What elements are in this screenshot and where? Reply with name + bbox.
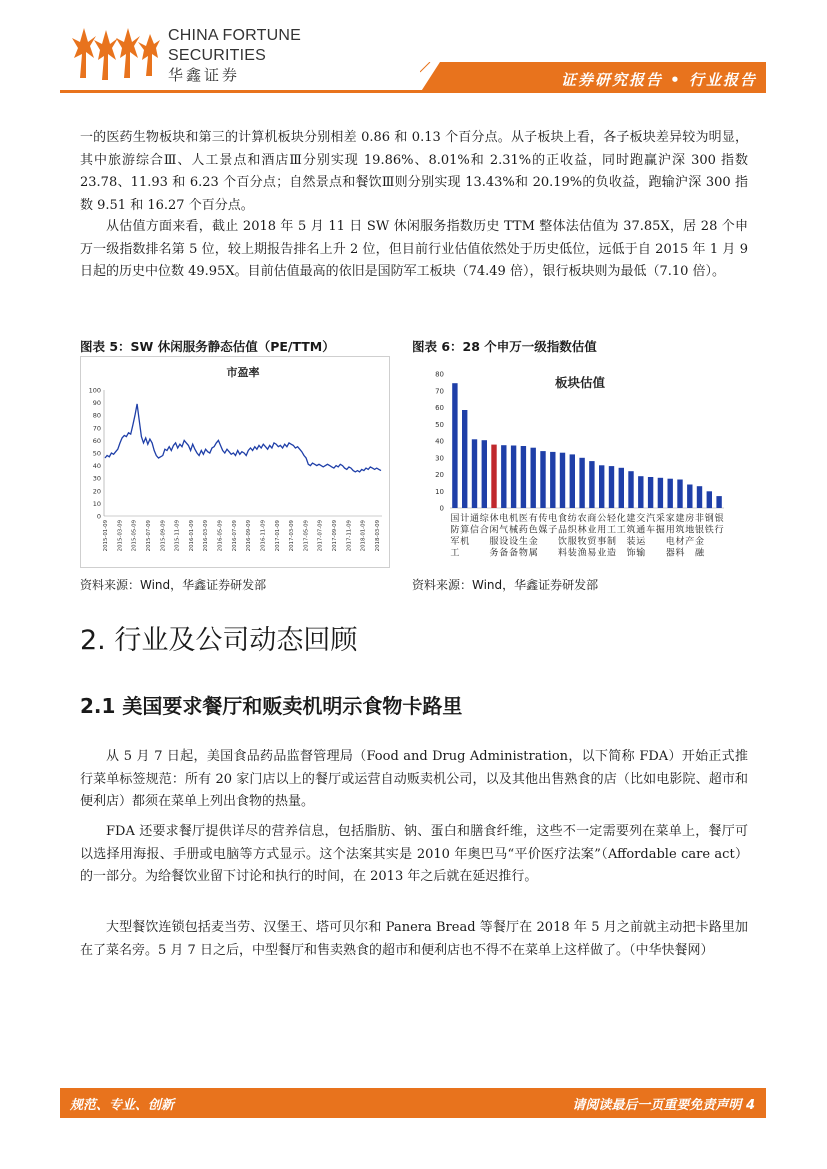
x-tick-label-11: 2016-11-09: [260, 520, 267, 552]
sector-valuation-bar-chart: [412, 362, 732, 562]
bar-category-label-23: 建筑材料: [675, 514, 685, 559]
bar-26: [707, 491, 712, 508]
bar-0: [452, 383, 457, 508]
bar-category-label-17: 化工: [616, 514, 626, 536]
bar-category-label-22: 家用电器: [665, 514, 675, 559]
x-tick-label-18: 2018-01-09: [360, 520, 367, 552]
y-tick-label-6: 60: [92, 436, 101, 445]
y-tick-label-1: 10: [92, 499, 101, 508]
bar-category-label-7: 医药生物: [518, 514, 528, 559]
x-tick-label-12: 2017-01-09: [274, 520, 281, 552]
bar-15: [599, 465, 604, 508]
bar-14: [589, 461, 594, 508]
bar-4: [491, 445, 496, 508]
pe-line-chart: [80, 356, 390, 568]
x-tick-label-17: 2017-11-09: [346, 520, 353, 552]
bar-16: [609, 466, 614, 508]
y-tick-label-2: 20: [92, 487, 101, 496]
bar-category-label-21: 采掘: [655, 514, 665, 536]
bar-y-tick-label-3: 30: [435, 454, 444, 463]
subsection-heading: 2.1 美国要求餐厅和贩卖机明示食物卡路里: [80, 694, 463, 718]
x-tick-label-19: 2018-03-09: [375, 520, 381, 552]
bar-category-label-6: 机械设备: [509, 514, 519, 559]
bar-category-label-16: 轻工制造: [606, 514, 617, 559]
x-tick-label-16: 2017-09-09: [332, 520, 339, 552]
x-tick-label-4: 2015-09-09: [160, 520, 167, 552]
bar-9: [540, 451, 545, 508]
bar-25: [697, 486, 702, 508]
bar-24: [687, 485, 692, 509]
body-paragraph-3: 从 5 月 7 日起，美国食品药品监督管理局（Food and Drug Administration，以下简称 FDA）开始正式推行菜单标签规范：所有 20 家门店以上的餐厅或运营自动贩卖机公司，以及其他出售熟食的店（比如电影院、超市和便利店）都须在菜单上列出食物的热量。: [80, 749, 748, 809]
y-tick-label-9: 90: [92, 399, 101, 408]
bar-6: [511, 446, 516, 509]
bar-y-tick-label-7: 70: [435, 387, 444, 396]
bar-5: [501, 445, 506, 508]
bar-category-label-14: 商业贸易: [587, 514, 597, 559]
bar-y-tick-label-0: 0: [439, 504, 444, 513]
bar-y-tick-label-5: 50: [435, 420, 444, 429]
x-tick-label-15: 2017-07-09: [317, 520, 324, 552]
x-tick-label-9: 2016-07-09: [231, 520, 238, 552]
bar-27: [716, 496, 721, 508]
bar-y-tick-label-1: 10: [435, 487, 444, 496]
x-tick-label-1: 2015-03-09: [117, 520, 124, 552]
bar-12: [570, 454, 575, 508]
header-rule: [60, 90, 766, 93]
bar-category-label-18: 建筑装饰: [626, 514, 636, 559]
bar-19: [638, 476, 643, 508]
company-logo-icon: [64, 18, 160, 88]
y-tick-label-3: 30: [92, 474, 101, 483]
y-tick-label-0: 0: [96, 512, 101, 521]
x-tick-label-0: 2015-01-09: [103, 520, 109, 552]
footer-disclaimer-page: 请阅读最后一页重要免责声明 4: [572, 1098, 755, 1113]
chart-6-title: 板块估值: [554, 375, 606, 390]
y-tick-label-4: 40: [92, 462, 101, 471]
body-paragraph-2: 从估值方面来看，截止 2018 年 5 月 11 日 SW 休闲服务指数历史 TTM 整体法估值为 37.85X，居 28 个申万一级指数排名第 5 位，较上期报告排名上升 2 位，但目前行业估值依然处于历史低位，远低于自 2015 年 1 月 9 日起的历史中位数 49.95X。目前估值最高的依旧是国防军工板块（74.49 倍），银行板块则为最低（7.10 倍）。: [80, 219, 748, 279]
section-heading: 2. 行业及公司动态回顾: [80, 625, 358, 656]
y-tick-label-7: 70: [92, 424, 101, 433]
bar-category-label-4: 休闲服务: [489, 514, 499, 559]
bar-7: [521, 446, 526, 508]
bar-category-label-26: 钢铁: [704, 514, 714, 536]
company-name-en: [168, 26, 301, 66]
bar-21: [658, 478, 663, 508]
bar-y-tick-label-4: 40: [435, 437, 444, 446]
x-tick-label-6: 2016-01-09: [188, 520, 195, 552]
footer-slogan: 规范、专业、创新: [70, 1098, 175, 1113]
bar-2: [472, 439, 477, 508]
bar-category-label-15: 公用事业: [597, 514, 607, 559]
bar-11: [560, 453, 565, 508]
bar-17: [619, 468, 624, 508]
bar-category-label-25: 非银金融: [694, 514, 705, 559]
bar-category-label-20: 汽车: [646, 514, 656, 536]
y-tick-label-8: 80: [92, 411, 101, 420]
bar-y-tick-label-8: 80: [435, 370, 444, 379]
y-tick-label-10: 100: [88, 386, 101, 395]
report-type-label: 证券研究报告 • 行业报告: [560, 71, 757, 89]
bar-13: [579, 458, 584, 508]
bar-y-tick-label-6: 60: [435, 404, 444, 412]
x-tick-label-8: 2016-05-09: [217, 520, 224, 552]
bar-category-label-1: 计算机: [460, 514, 470, 547]
y-tick-label-5: 50: [92, 449, 101, 458]
x-tick-label-5: 2015-11-09: [174, 520, 181, 552]
bar-category-label-9: 传媒: [538, 514, 548, 536]
x-tick-label-3: 2015-07-09: [145, 520, 152, 552]
bar-category-label-2: 通信: [469, 514, 480, 536]
bar-y-tick-label-2: 20: [435, 471, 444, 479]
bar-8: [531, 448, 536, 508]
body-paragraph-4: FDA 还要求餐厅提供详尽的营养信息，包括脂肪、钠、蛋白和膳食纤维，这些不一定需要列在菜单上，餐厅可以选择用海报、手册或电脑等方式显示。这个法案其实是 2010 年奥巴马“平价医疗法案”（Affordable care act）的一部分。为给餐饮业留下讨论和执行的时间，在 2013 年之后就在延迟推行。: [80, 824, 748, 884]
x-tick-label-2: 2015-05-09: [131, 520, 138, 552]
figure-5-source: 资料来源：Wind，华鑫证券研发部: [80, 578, 267, 592]
company-name-en-line2: SECURITIES: [168, 47, 267, 64]
x-tick-label-7: 2016-03-09: [203, 520, 210, 552]
bar-1: [462, 410, 467, 508]
bar-category-label-3: 综合: [479, 514, 489, 536]
bar-category-label-12: 纺织服装: [567, 514, 577, 559]
bar-category-label-24: 房地产: [685, 514, 695, 547]
x-tick-label-14: 2017-05-09: [303, 520, 310, 552]
bar-category-label-27: 银行: [714, 514, 724, 536]
figure-6-title: 图表 6：28 个申万一级指数估值: [412, 339, 597, 354]
bar-category-label-0: 国防军工: [450, 514, 460, 559]
bar-category-label-5: 电气设备: [499, 514, 509, 559]
body-paragraph-5: 大型餐饮连锁包括麦当劳、汉堡王、塔可贝尔和 Panera Bread 等餐厅在 2018 年 5 月之前就主动把卡路里加在了菜名旁。5 月 7 日之后，中型餐厅和售卖熟食的超市和便利店也不得不在菜单上这样做了。（中华快餐网）: [80, 920, 748, 958]
chart-5-title: 市盈率: [226, 366, 260, 379]
bar-18: [628, 471, 633, 508]
bar-category-label-11: 食品饮料: [557, 514, 568, 559]
bar-20: [648, 477, 653, 508]
x-tick-label-10: 2016-09-09: [246, 520, 253, 552]
bar-category-label-19: 交通运输: [636, 514, 646, 559]
figure-5-title: 图表 5：SW 休闲服务静态估值（PE/TTM）: [80, 339, 335, 354]
bar-22: [668, 479, 673, 508]
x-tick-label-13: 2017-03-09: [289, 520, 296, 552]
bar-category-label-8: 有色金属: [528, 514, 538, 559]
figure-6-source: 资料来源：Wind，华鑫证券研发部: [412, 578, 599, 592]
company-name-en-line1: CHINA FORTUNE: [168, 27, 301, 44]
bar-category-label-10: 电子: [548, 514, 558, 536]
bar-category-label-13: 农林牧渔: [577, 514, 587, 559]
bar-23: [677, 480, 682, 509]
body-paragraph-1: 一的医药生物板块和第三的计算机板块分别相差 0.86 和 0.13 个百分点。从子板块上看，各子板块差异较为明显，其中旅游综合Ⅲ、人工景点和酒店Ⅲ分别实现 19.86%、8.01%和 2.31%的正收益，同时跑赢沪深 300 指数 23.78、11.93 和 6.23 个百分点；自然景点和餐饮Ⅲ则分别实现 13.43%和 20.19%的负收益，跑输沪深 300 指数 9.51 和 16.27 个百分点。: [80, 130, 748, 213]
bar-3: [482, 440, 487, 508]
bar-10: [550, 452, 555, 508]
company-name-cn: 华鑫证券: [168, 66, 241, 84]
